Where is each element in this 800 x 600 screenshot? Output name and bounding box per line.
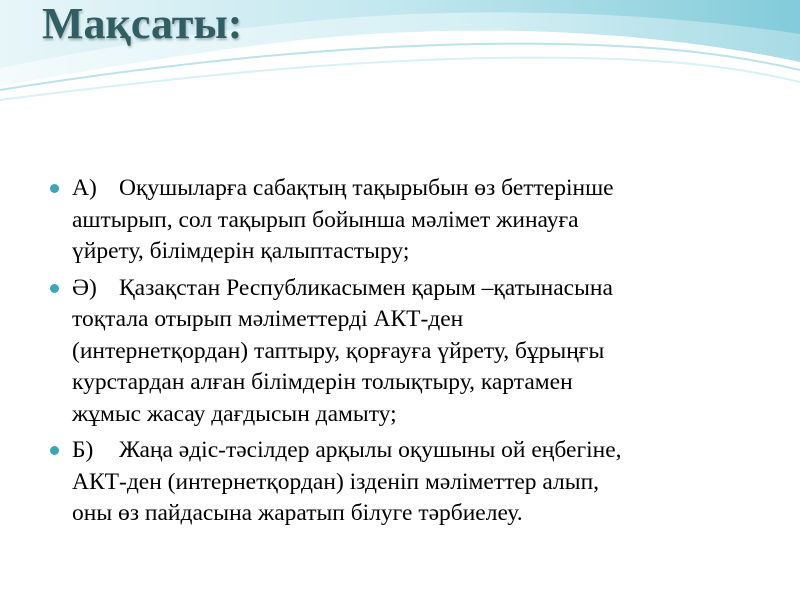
dot-icon	[50, 446, 59, 455]
item-marker: Ә)	[72, 274, 97, 301]
dot-icon	[50, 184, 59, 193]
item-marker: А)	[72, 175, 97, 201]
list-item	[50, 173, 760, 268]
slide-title: Мақсаты:	[42, 0, 243, 48]
objectives-list	[50, 173, 760, 535]
item-text: Оқушыларға сабақтың тақырыбын өз беттерінше аштырып, сол тақырып бойынша мәлімет жинауға үйрету, білімдерін қалыптастыру;	[72, 175, 614, 264]
list-item	[50, 273, 760, 431]
item-text: Жаңа әдіс-тәсілдер арқылы оқушыны ой еңбегіне, АКТ-ден (интернетқордан) ізденіп мәліметтер алып, оны өз пайдасына жаратып білуге тәрбиелеу.	[72, 437, 622, 526]
item-text: Қазақстан Республикасымен қарым –қатынасына тоқтала отырып мәліметтерді АКТ-ден (интернетқордан) таптыру, қорғауға үйрету, бұрыңғы курстардан алған білімдерін толықтыру, картамен жұмыс жасау дағдысын дамыту;	[72, 274, 613, 427]
item-marker: Б)	[72, 437, 94, 463]
list-item	[50, 435, 760, 530]
dot-icon	[50, 284, 59, 293]
